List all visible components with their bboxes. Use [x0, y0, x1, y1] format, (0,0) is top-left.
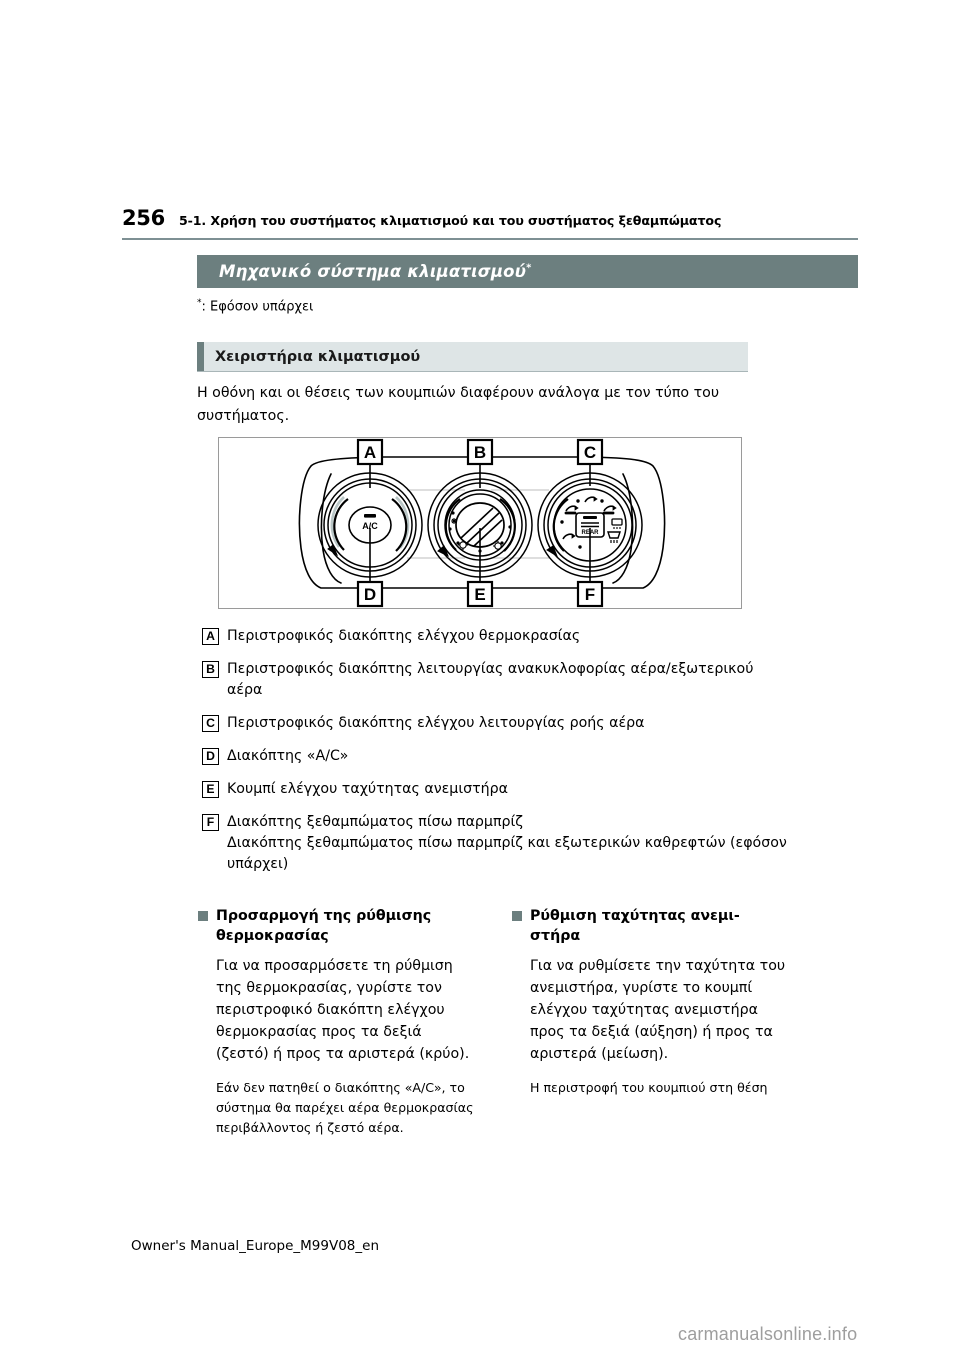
- svg-text:B: B: [473, 443, 487, 462]
- breadcrumb: 5-1. Χρήση του συστήματος κλιματισμού και του συστήματος ξεθαμπώματος: [178, 213, 722, 228]
- svg-text:A: A: [363, 443, 377, 462]
- subsection-title: Χειριστήρια κλιματισμού: [215, 348, 421, 365]
- section-title-band: [197, 255, 858, 288]
- column-body-text: Για να ρυθμίσετε την ταχύτητα του ανεμιστήρα, γυρίστε το κουμπί ελέγχου ταχύτητας ανεμιστήρα προς τα δεξιά (αύξηση) ή προς τα αριστερά (μείωση).: [530, 958, 786, 1062]
- footnote: [197, 298, 313, 314]
- rear-defogger-label: REAR: [581, 530, 599, 536]
- column-heading: [198, 906, 474, 946]
- column-heading-text: Προσαρμογή της ρύθμισης θερμοκρασίας: [216, 908, 432, 944]
- column-note-text: Η περιστροφή του κουμπιού στη θέση: [530, 1080, 768, 1095]
- square-bullet-icon: [198, 911, 208, 921]
- legend-main-a: Περιστροφικός διακόπτης ελέγχου θερμοκρασίας: [227, 628, 581, 644]
- list-item: [202, 812, 802, 875]
- callout-E: [468, 582, 492, 606]
- column-heading-text: Ρύθμιση ταχύτητας ανεμι-στήρα: [530, 908, 740, 944]
- callout-C: [578, 440, 602, 464]
- legend-text-e: [227, 779, 508, 800]
- legend-text-c: [227, 713, 645, 734]
- callout-F: [578, 582, 602, 606]
- column-heading: [512, 906, 788, 946]
- legend-text-f: [227, 812, 792, 875]
- list-item: [202, 659, 802, 701]
- svg-text:F: F: [584, 585, 596, 604]
- svg-text:A/C: A/C: [362, 521, 378, 531]
- svg-text:C: C: [583, 443, 597, 462]
- column-temperature-adjustment: [198, 906, 474, 1151]
- legend-badge-a: A: [202, 628, 219, 645]
- list-item: [202, 779, 802, 800]
- two-column-block: [198, 906, 788, 1151]
- column-note-text: Εάν δεν πατηθεί ο διακόπτης «A/C», το σύστημα θα παρέχει αέρα θερμοκρασίας περιβάλλοντος ή ζεστό αέρα.: [216, 1080, 474, 1135]
- subsection-intro: Η οθόνη και οι θέσεις των κουμπιών διαφέρουν ανάλογα με τον τύπο του συστήματος.: [197, 385, 720, 424]
- column-body-text: Για να προσαρμόσετε τη ρύθμιση της θερμοκρασίας, γυρίστε τον περιστροφικό διακόπτη ελέγχου θερμοκρασίας προς τα δεξιά (ζεστό) ή προς τα αριστερά (κρύο).: [216, 958, 470, 1062]
- legend-badge-d: D: [202, 748, 219, 765]
- climate-control-panel-illustration: [219, 438, 741, 608]
- document-footer: Owner's Manual_Europe_M99V08_en: [131, 1238, 379, 1254]
- page-title-text: Μηχανικό σύστημα κλιματισμού: [219, 262, 527, 281]
- footnote-marker: *: [197, 298, 202, 308]
- legend-badge-f: F: [202, 814, 219, 831]
- list-item: [202, 626, 802, 647]
- legend-text-b: [227, 659, 792, 701]
- subsection-header: [197, 342, 748, 372]
- watermark: carmanualsonline.info: [678, 1324, 858, 1344]
- legend-main-e: Κουμπί ελέγχου ταχύτητας ανεμιστήρα: [227, 781, 509, 797]
- running-header: [122, 206, 858, 230]
- legend-main-c: Περιστροφικός διακόπτης ελέγχου λειτουργίας ροής αέρα: [227, 715, 645, 731]
- legend-text-d: [227, 746, 348, 767]
- climate-control-panel-figure: [218, 437, 742, 609]
- legend-badge-b: B: [202, 661, 219, 678]
- legend-text-a: [227, 626, 580, 647]
- figure-legend-list: [202, 626, 802, 887]
- legend-badge-c: C: [202, 715, 219, 732]
- page-number: 256: [122, 206, 165, 230]
- page-title-superscript: *: [526, 262, 532, 274]
- header-divider: [122, 238, 858, 240]
- callout-D: [358, 582, 382, 606]
- legend-badge-e: E: [202, 781, 219, 798]
- list-item: [202, 746, 802, 767]
- legend-main-f: Διακόπτης ξεθαμπώματος πίσω παρμπρίζ: [227, 814, 524, 830]
- legend-main-d: Διακόπτης «A/C»: [227, 748, 349, 764]
- footnote-text: : Εφόσον υπάρχει: [201, 299, 314, 315]
- legend-main-b: Περιστροφικός διακόπτης λειτουργίας ανακυκλοφορίας αέρα/εξωτερικού αέρα: [227, 661, 754, 698]
- column-fan-speed-adjustment: [512, 906, 788, 1151]
- callout-A: [358, 440, 382, 464]
- page-title: [197, 262, 532, 281]
- svg-text:E: E: [474, 585, 486, 604]
- svg-text:D: D: [363, 585, 377, 604]
- list-item: [202, 713, 802, 734]
- square-bullet-icon: [512, 911, 522, 921]
- callout-B: [468, 440, 492, 464]
- legend-sub-f: Διακόπτης ξεθαμπώματος πίσω παρμπρίζ και εξωτερικών καθρεφτών (εφόσον υπάρχει): [227, 835, 787, 872]
